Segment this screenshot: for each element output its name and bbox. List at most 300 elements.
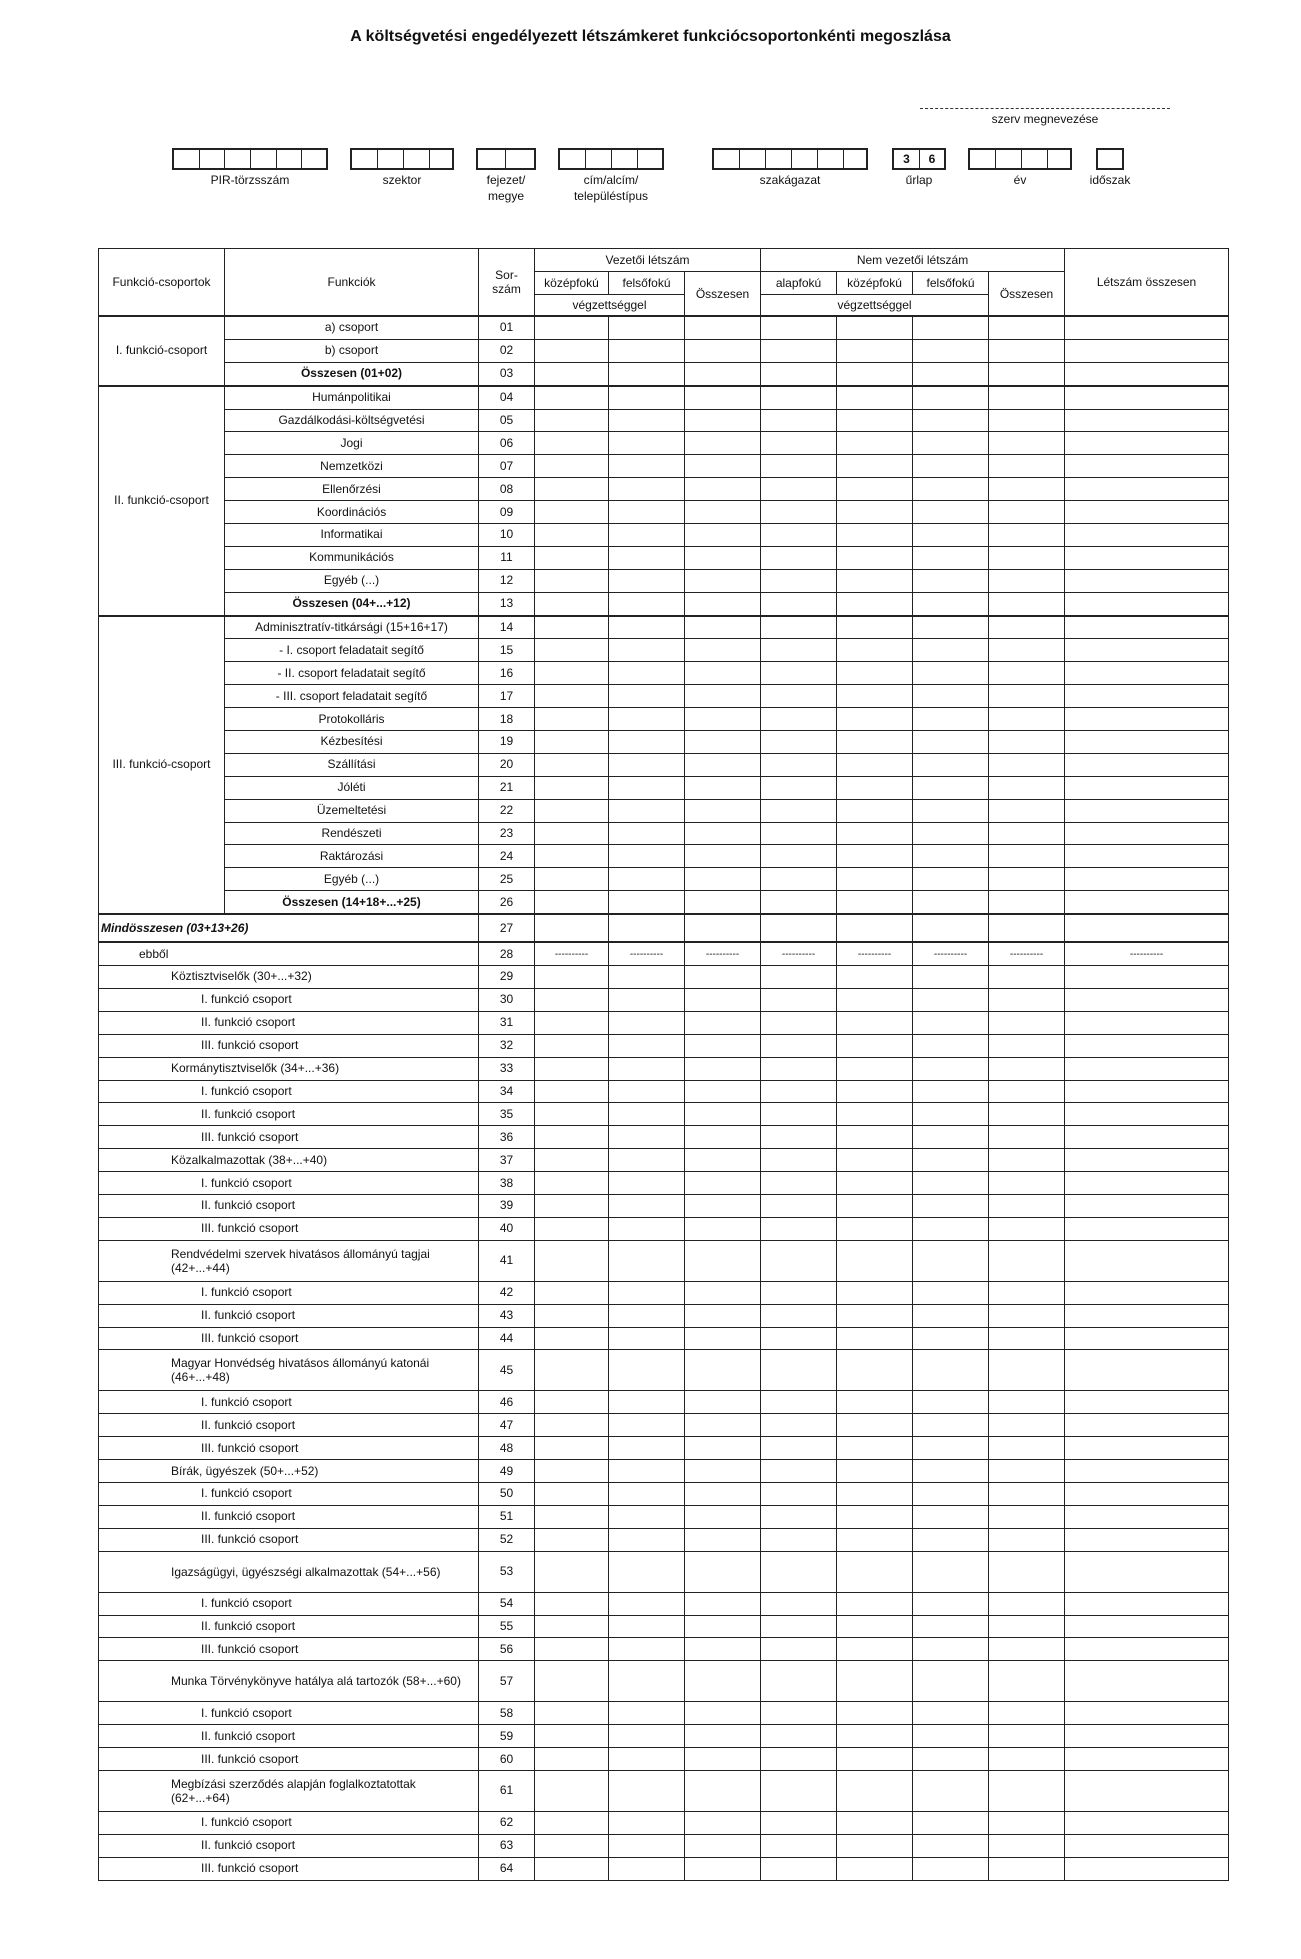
data-cell[interactable] <box>761 776 837 799</box>
data-cell[interactable] <box>837 409 913 432</box>
data-cell[interactable] <box>609 569 685 592</box>
data-cell[interactable] <box>913 685 989 708</box>
data-cell[interactable] <box>535 753 609 776</box>
data-cell[interactable] <box>989 386 1065 409</box>
data-cell[interactable] <box>1065 616 1229 639</box>
data-cell[interactable] <box>913 1011 989 1034</box>
data-cell[interactable] <box>989 1240 1065 1281</box>
data-cell[interactable] <box>535 914 609 942</box>
data-cell[interactable] <box>761 1661 837 1702</box>
data-cell[interactable] <box>989 891 1065 914</box>
data-cell[interactable] <box>989 914 1065 942</box>
data-cell[interactable] <box>535 478 609 501</box>
data-cell[interactable] <box>913 1437 989 1460</box>
data-cell[interactable] <box>837 1638 913 1661</box>
data-cell[interactable] <box>535 868 609 891</box>
data-cell[interactable] <box>535 1240 609 1281</box>
data-cell[interactable] <box>609 1482 685 1505</box>
data-cell[interactable] <box>761 1080 837 1103</box>
data-cell[interactable] <box>989 988 1065 1011</box>
data-cell[interactable] <box>837 708 913 731</box>
data-cell[interactable] <box>913 1350 989 1391</box>
data-cell[interactable] <box>761 988 837 1011</box>
data-cell[interactable] <box>535 455 609 478</box>
data-cell[interactable] <box>989 753 1065 776</box>
data-cell[interactable] <box>609 616 685 639</box>
data-cell[interactable] <box>989 1391 1065 1414</box>
data-cell[interactable] <box>989 316 1065 339</box>
data-cell[interactable] <box>913 1414 989 1437</box>
data-cell[interactable] <box>1065 891 1229 914</box>
data-cell[interactable] <box>535 1034 609 1057</box>
data-cell[interactable] <box>989 616 1065 639</box>
data-cell[interactable] <box>837 1528 913 1551</box>
data-cell[interactable] <box>913 432 989 455</box>
data-cell[interactable] <box>609 1505 685 1528</box>
data-cell[interactable] <box>761 1217 837 1240</box>
data-cell[interactable] <box>535 1327 609 1350</box>
data-cell[interactable] <box>685 1748 761 1771</box>
data-cell[interactable] <box>913 569 989 592</box>
data-cell[interactable] <box>837 868 913 891</box>
data-cell[interactable] <box>837 1460 913 1483</box>
data-cell[interactable] <box>989 1528 1065 1551</box>
data-cell[interactable] <box>837 1661 913 1702</box>
data-cell[interactable] <box>685 1482 761 1505</box>
data-cell[interactable] <box>609 868 685 891</box>
data-cell[interactable] <box>837 1350 913 1391</box>
data-cell[interactable] <box>837 616 913 639</box>
data-cell[interactable] <box>761 1834 837 1857</box>
data-cell[interactable] <box>1065 1194 1229 1217</box>
data-cell[interactable] <box>761 966 837 989</box>
data-cell[interactable] <box>837 776 913 799</box>
data-cell[interactable] <box>761 822 837 845</box>
pir-code-box[interactable] <box>172 148 328 170</box>
data-cell[interactable] <box>913 891 989 914</box>
data-cell[interactable] <box>913 409 989 432</box>
data-cell[interactable] <box>685 455 761 478</box>
data-cell[interactable] <box>609 1725 685 1748</box>
data-cell[interactable] <box>989 1638 1065 1661</box>
szektor-code-box[interactable] <box>350 148 454 170</box>
data-cell[interactable] <box>1065 639 1229 662</box>
data-cell[interactable] <box>609 662 685 685</box>
data-cell[interactable] <box>761 386 837 409</box>
data-cell[interactable] <box>609 639 685 662</box>
data-cell[interactable] <box>761 362 837 385</box>
data-cell[interactable] <box>913 708 989 731</box>
data-cell[interactable] <box>989 1149 1065 1172</box>
data-cell[interactable] <box>1065 1661 1229 1702</box>
data-cell[interactable] <box>535 1391 609 1414</box>
data-cell[interactable] <box>1065 455 1229 478</box>
data-cell[interactable] <box>837 1194 913 1217</box>
data-cell[interactable] <box>685 891 761 914</box>
data-cell[interactable] <box>913 1505 989 1528</box>
data-cell[interactable] <box>837 1505 913 1528</box>
data-cell[interactable] <box>989 1482 1065 1505</box>
data-cell[interactable] <box>535 1057 609 1080</box>
data-cell[interactable] <box>989 1172 1065 1195</box>
data-cell[interactable] <box>761 1034 837 1057</box>
data-cell[interactable] <box>609 891 685 914</box>
data-cell[interactable] <box>685 1126 761 1149</box>
data-cell[interactable] <box>1065 1350 1229 1391</box>
data-cell[interactable] <box>1065 1482 1229 1505</box>
data-cell[interactable] <box>685 1615 761 1638</box>
data-cell[interactable] <box>1065 1080 1229 1103</box>
data-cell[interactable] <box>1065 1615 1229 1638</box>
data-cell[interactable] <box>761 1725 837 1748</box>
data-cell[interactable] <box>535 316 609 339</box>
data-cell[interactable] <box>609 1080 685 1103</box>
data-cell[interactable] <box>761 1011 837 1034</box>
data-cell[interactable] <box>761 1702 837 1725</box>
data-cell[interactable] <box>1065 662 1229 685</box>
data-cell[interactable] <box>761 1149 837 1172</box>
data-cell[interactable] <box>535 546 609 569</box>
data-cell[interactable] <box>989 1304 1065 1327</box>
data-cell[interactable] <box>989 592 1065 615</box>
data-cell[interactable] <box>685 1057 761 1080</box>
data-cell[interactable] <box>761 1482 837 1505</box>
data-cell[interactable] <box>989 1194 1065 1217</box>
data-cell[interactable] <box>989 1505 1065 1528</box>
data-cell[interactable] <box>989 501 1065 524</box>
data-cell[interactable] <box>609 753 685 776</box>
data-cell[interactable] <box>837 478 913 501</box>
data-cell[interactable] <box>1065 1770 1229 1811</box>
data-cell[interactable] <box>761 569 837 592</box>
data-cell[interactable] <box>535 1126 609 1149</box>
data-cell[interactable] <box>913 966 989 989</box>
data-cell[interactable] <box>609 1149 685 1172</box>
data-cell[interactable] <box>761 1592 837 1615</box>
data-cell[interactable] <box>837 753 913 776</box>
data-cell[interactable] <box>535 822 609 845</box>
data-cell[interactable] <box>535 501 609 524</box>
data-cell[interactable] <box>761 1770 837 1811</box>
data-cell[interactable] <box>535 1857 609 1880</box>
data-cell[interactable] <box>535 1725 609 1748</box>
data-cell[interactable] <box>685 753 761 776</box>
data-cell[interactable] <box>913 1615 989 1638</box>
data-cell[interactable] <box>535 799 609 822</box>
data-cell[interactable] <box>535 569 609 592</box>
data-cell[interactable] <box>535 845 609 868</box>
data-cell[interactable] <box>535 1103 609 1126</box>
data-cell[interactable] <box>1065 845 1229 868</box>
data-cell[interactable] <box>761 799 837 822</box>
data-cell[interactable] <box>1065 1149 1229 1172</box>
data-cell[interactable] <box>837 799 913 822</box>
data-cell[interactable] <box>685 1437 761 1460</box>
data-cell[interactable] <box>685 409 761 432</box>
data-cell[interactable] <box>761 1126 837 1149</box>
data-cell[interactable] <box>761 1172 837 1195</box>
data-cell[interactable] <box>685 569 761 592</box>
data-cell[interactable] <box>535 1702 609 1725</box>
data-cell[interactable] <box>609 1592 685 1615</box>
data-cell[interactable] <box>535 1172 609 1195</box>
data-cell[interactable] <box>685 1551 761 1592</box>
data-cell[interactable] <box>535 339 609 362</box>
data-cell[interactable] <box>1065 1834 1229 1857</box>
data-cell[interactable] <box>609 1770 685 1811</box>
data-cell[interactable] <box>1065 914 1229 942</box>
data-cell[interactable] <box>685 362 761 385</box>
data-cell[interactable] <box>761 1281 837 1304</box>
data-cell[interactable] <box>837 1551 913 1592</box>
fejezet-code-box[interactable] <box>476 148 536 170</box>
data-cell[interactable] <box>609 1638 685 1661</box>
data-cell[interactable] <box>761 891 837 914</box>
ev-code-box[interactable] <box>968 148 1072 170</box>
data-cell[interactable] <box>1065 731 1229 754</box>
data-cell[interactable] <box>609 1172 685 1195</box>
data-cell[interactable] <box>989 1126 1065 1149</box>
data-cell[interactable] <box>609 316 685 339</box>
data-cell[interactable] <box>837 1057 913 1080</box>
data-cell[interactable] <box>837 1240 913 1281</box>
data-cell[interactable] <box>989 1725 1065 1748</box>
data-cell[interactable] <box>1065 501 1229 524</box>
data-cell[interactable] <box>685 1217 761 1240</box>
data-cell[interactable] <box>1065 685 1229 708</box>
data-cell[interactable] <box>913 1811 989 1834</box>
data-cell[interactable] <box>913 1702 989 1725</box>
data-cell[interactable] <box>609 988 685 1011</box>
data-cell[interactable] <box>535 1770 609 1811</box>
data-cell[interactable] <box>1065 708 1229 731</box>
data-cell[interactable] <box>761 616 837 639</box>
data-cell[interactable] <box>761 478 837 501</box>
data-cell[interactable] <box>535 1505 609 1528</box>
data-cell[interactable] <box>761 1194 837 1217</box>
data-cell[interactable] <box>685 316 761 339</box>
data-cell[interactable] <box>609 1304 685 1327</box>
data-cell[interactable] <box>535 685 609 708</box>
data-cell[interactable] <box>1065 1304 1229 1327</box>
data-cell[interactable] <box>535 1528 609 1551</box>
data-cell[interactable] <box>609 524 685 547</box>
data-cell[interactable] <box>989 409 1065 432</box>
data-cell[interactable] <box>1065 316 1229 339</box>
data-cell[interactable] <box>609 1551 685 1592</box>
data-cell[interactable] <box>761 501 837 524</box>
data-cell[interactable] <box>535 432 609 455</box>
data-cell[interactable] <box>989 1281 1065 1304</box>
data-cell[interactable] <box>609 1057 685 1080</box>
data-cell[interactable] <box>1065 1057 1229 1080</box>
data-cell[interactable] <box>1065 432 1229 455</box>
data-cell[interactable] <box>609 1194 685 1217</box>
data-cell[interactable] <box>837 1615 913 1638</box>
data-cell[interactable] <box>761 1857 837 1880</box>
data-cell[interactable] <box>609 1460 685 1483</box>
data-cell[interactable] <box>609 1834 685 1857</box>
data-cell[interactable] <box>913 1172 989 1195</box>
data-cell[interactable] <box>609 1528 685 1551</box>
data-cell[interactable] <box>685 1725 761 1748</box>
data-cell[interactable] <box>837 1482 913 1505</box>
data-cell[interactable] <box>609 478 685 501</box>
data-cell[interactable] <box>535 409 609 432</box>
data-cell[interactable] <box>761 1505 837 1528</box>
data-cell[interactable] <box>913 1304 989 1327</box>
data-cell[interactable] <box>535 524 609 547</box>
data-cell[interactable] <box>913 524 989 547</box>
data-cell[interactable] <box>761 1103 837 1126</box>
data-cell[interactable] <box>685 1702 761 1725</box>
data-cell[interactable] <box>535 386 609 409</box>
szakagazat-code-box[interactable] <box>712 148 868 170</box>
data-cell[interactable] <box>535 988 609 1011</box>
data-cell[interactable] <box>761 432 837 455</box>
data-cell[interactable] <box>913 339 989 362</box>
cim-code-box[interactable] <box>558 148 664 170</box>
data-cell[interactable] <box>609 966 685 989</box>
data-cell[interactable] <box>913 616 989 639</box>
data-cell[interactable] <box>609 1414 685 1437</box>
data-cell[interactable] <box>913 1725 989 1748</box>
data-cell[interactable] <box>837 524 913 547</box>
data-cell[interactable] <box>837 1011 913 1034</box>
data-cell[interactable] <box>913 1748 989 1771</box>
data-cell[interactable] <box>685 546 761 569</box>
data-cell[interactable] <box>837 845 913 868</box>
data-cell[interactable] <box>1065 1460 1229 1483</box>
data-cell[interactable] <box>609 914 685 942</box>
data-cell[interactable] <box>913 1126 989 1149</box>
data-cell[interactable] <box>837 1080 913 1103</box>
data-cell[interactable] <box>837 1414 913 1437</box>
data-cell[interactable] <box>685 1528 761 1551</box>
data-cell[interactable] <box>913 1391 989 1414</box>
data-cell[interactable] <box>685 845 761 868</box>
data-cell[interactable] <box>685 1350 761 1391</box>
data-cell[interactable] <box>913 1327 989 1350</box>
data-cell[interactable] <box>1065 386 1229 409</box>
data-cell[interactable] <box>1065 339 1229 362</box>
data-cell[interactable] <box>761 708 837 731</box>
data-cell[interactable] <box>1065 1592 1229 1615</box>
data-cell[interactable] <box>837 1834 913 1857</box>
data-cell[interactable] <box>1065 1811 1229 1834</box>
data-cell[interactable] <box>685 1281 761 1304</box>
data-cell[interactable] <box>837 1725 913 1748</box>
data-cell[interactable] <box>535 1748 609 1771</box>
data-cell[interactable] <box>685 639 761 662</box>
data-cell[interactable] <box>837 316 913 339</box>
data-cell[interactable] <box>989 569 1065 592</box>
data-cell[interactable] <box>685 478 761 501</box>
data-cell[interactable] <box>685 339 761 362</box>
data-cell[interactable] <box>609 409 685 432</box>
data-cell[interactable] <box>761 1057 837 1080</box>
data-cell[interactable] <box>837 1811 913 1834</box>
data-cell[interactable] <box>685 616 761 639</box>
data-cell[interactable] <box>609 1103 685 1126</box>
data-cell[interactable] <box>609 386 685 409</box>
data-cell[interactable] <box>685 988 761 1011</box>
data-cell[interactable] <box>913 592 989 615</box>
data-cell[interactable] <box>535 1615 609 1638</box>
data-cell[interactable] <box>913 501 989 524</box>
data-cell[interactable] <box>685 822 761 845</box>
data-cell[interactable] <box>761 1638 837 1661</box>
data-cell[interactable] <box>685 524 761 547</box>
data-cell[interactable] <box>837 1592 913 1615</box>
data-cell[interactable] <box>609 546 685 569</box>
data-cell[interactable] <box>1065 799 1229 822</box>
data-cell[interactable] <box>761 639 837 662</box>
data-cell[interactable] <box>609 1615 685 1638</box>
data-cell[interactable] <box>535 1414 609 1437</box>
data-cell[interactable] <box>685 1661 761 1702</box>
data-cell[interactable] <box>761 1748 837 1771</box>
data-cell[interactable] <box>913 1194 989 1217</box>
data-cell[interactable] <box>989 1034 1065 1057</box>
data-cell[interactable] <box>1065 988 1229 1011</box>
data-cell[interactable] <box>913 1217 989 1240</box>
data-cell[interactable] <box>761 1240 837 1281</box>
data-cell[interactable] <box>989 1437 1065 1460</box>
data-cell[interactable] <box>837 1304 913 1327</box>
data-cell[interactable] <box>609 1327 685 1350</box>
data-cell[interactable] <box>989 524 1065 547</box>
data-cell[interactable] <box>1065 1414 1229 1437</box>
data-cell[interactable] <box>1065 362 1229 385</box>
data-cell[interactable] <box>609 362 685 385</box>
data-cell[interactable] <box>685 662 761 685</box>
data-cell[interactable] <box>989 685 1065 708</box>
data-cell[interactable] <box>837 1126 913 1149</box>
data-cell[interactable] <box>535 1551 609 1592</box>
data-cell[interactable] <box>685 708 761 731</box>
data-cell[interactable] <box>913 1149 989 1172</box>
data-cell[interactable] <box>609 1702 685 1725</box>
data-cell[interactable] <box>989 845 1065 868</box>
data-cell[interactable] <box>609 501 685 524</box>
data-cell[interactable] <box>913 822 989 845</box>
data-cell[interactable] <box>913 753 989 776</box>
data-cell[interactable] <box>761 1350 837 1391</box>
data-cell[interactable] <box>1065 1528 1229 1551</box>
data-cell[interactable] <box>535 592 609 615</box>
data-cell[interactable] <box>685 1505 761 1528</box>
data-cell[interactable] <box>913 1240 989 1281</box>
data-cell[interactable] <box>685 1811 761 1834</box>
data-cell[interactable] <box>1065 524 1229 547</box>
data-cell[interactable] <box>913 362 989 385</box>
data-cell[interactable] <box>913 988 989 1011</box>
data-cell[interactable] <box>837 891 913 914</box>
data-cell[interactable] <box>609 339 685 362</box>
data-cell[interactable] <box>685 501 761 524</box>
data-cell[interactable] <box>761 1528 837 1551</box>
data-cell[interactable] <box>761 1551 837 1592</box>
data-cell[interactable] <box>837 339 913 362</box>
data-cell[interactable] <box>989 662 1065 685</box>
data-cell[interactable] <box>989 822 1065 845</box>
data-cell[interactable] <box>837 432 913 455</box>
data-cell[interactable] <box>1065 546 1229 569</box>
data-cell[interactable] <box>685 1834 761 1857</box>
data-cell[interactable] <box>989 1217 1065 1240</box>
data-cell[interactable] <box>837 1103 913 1126</box>
